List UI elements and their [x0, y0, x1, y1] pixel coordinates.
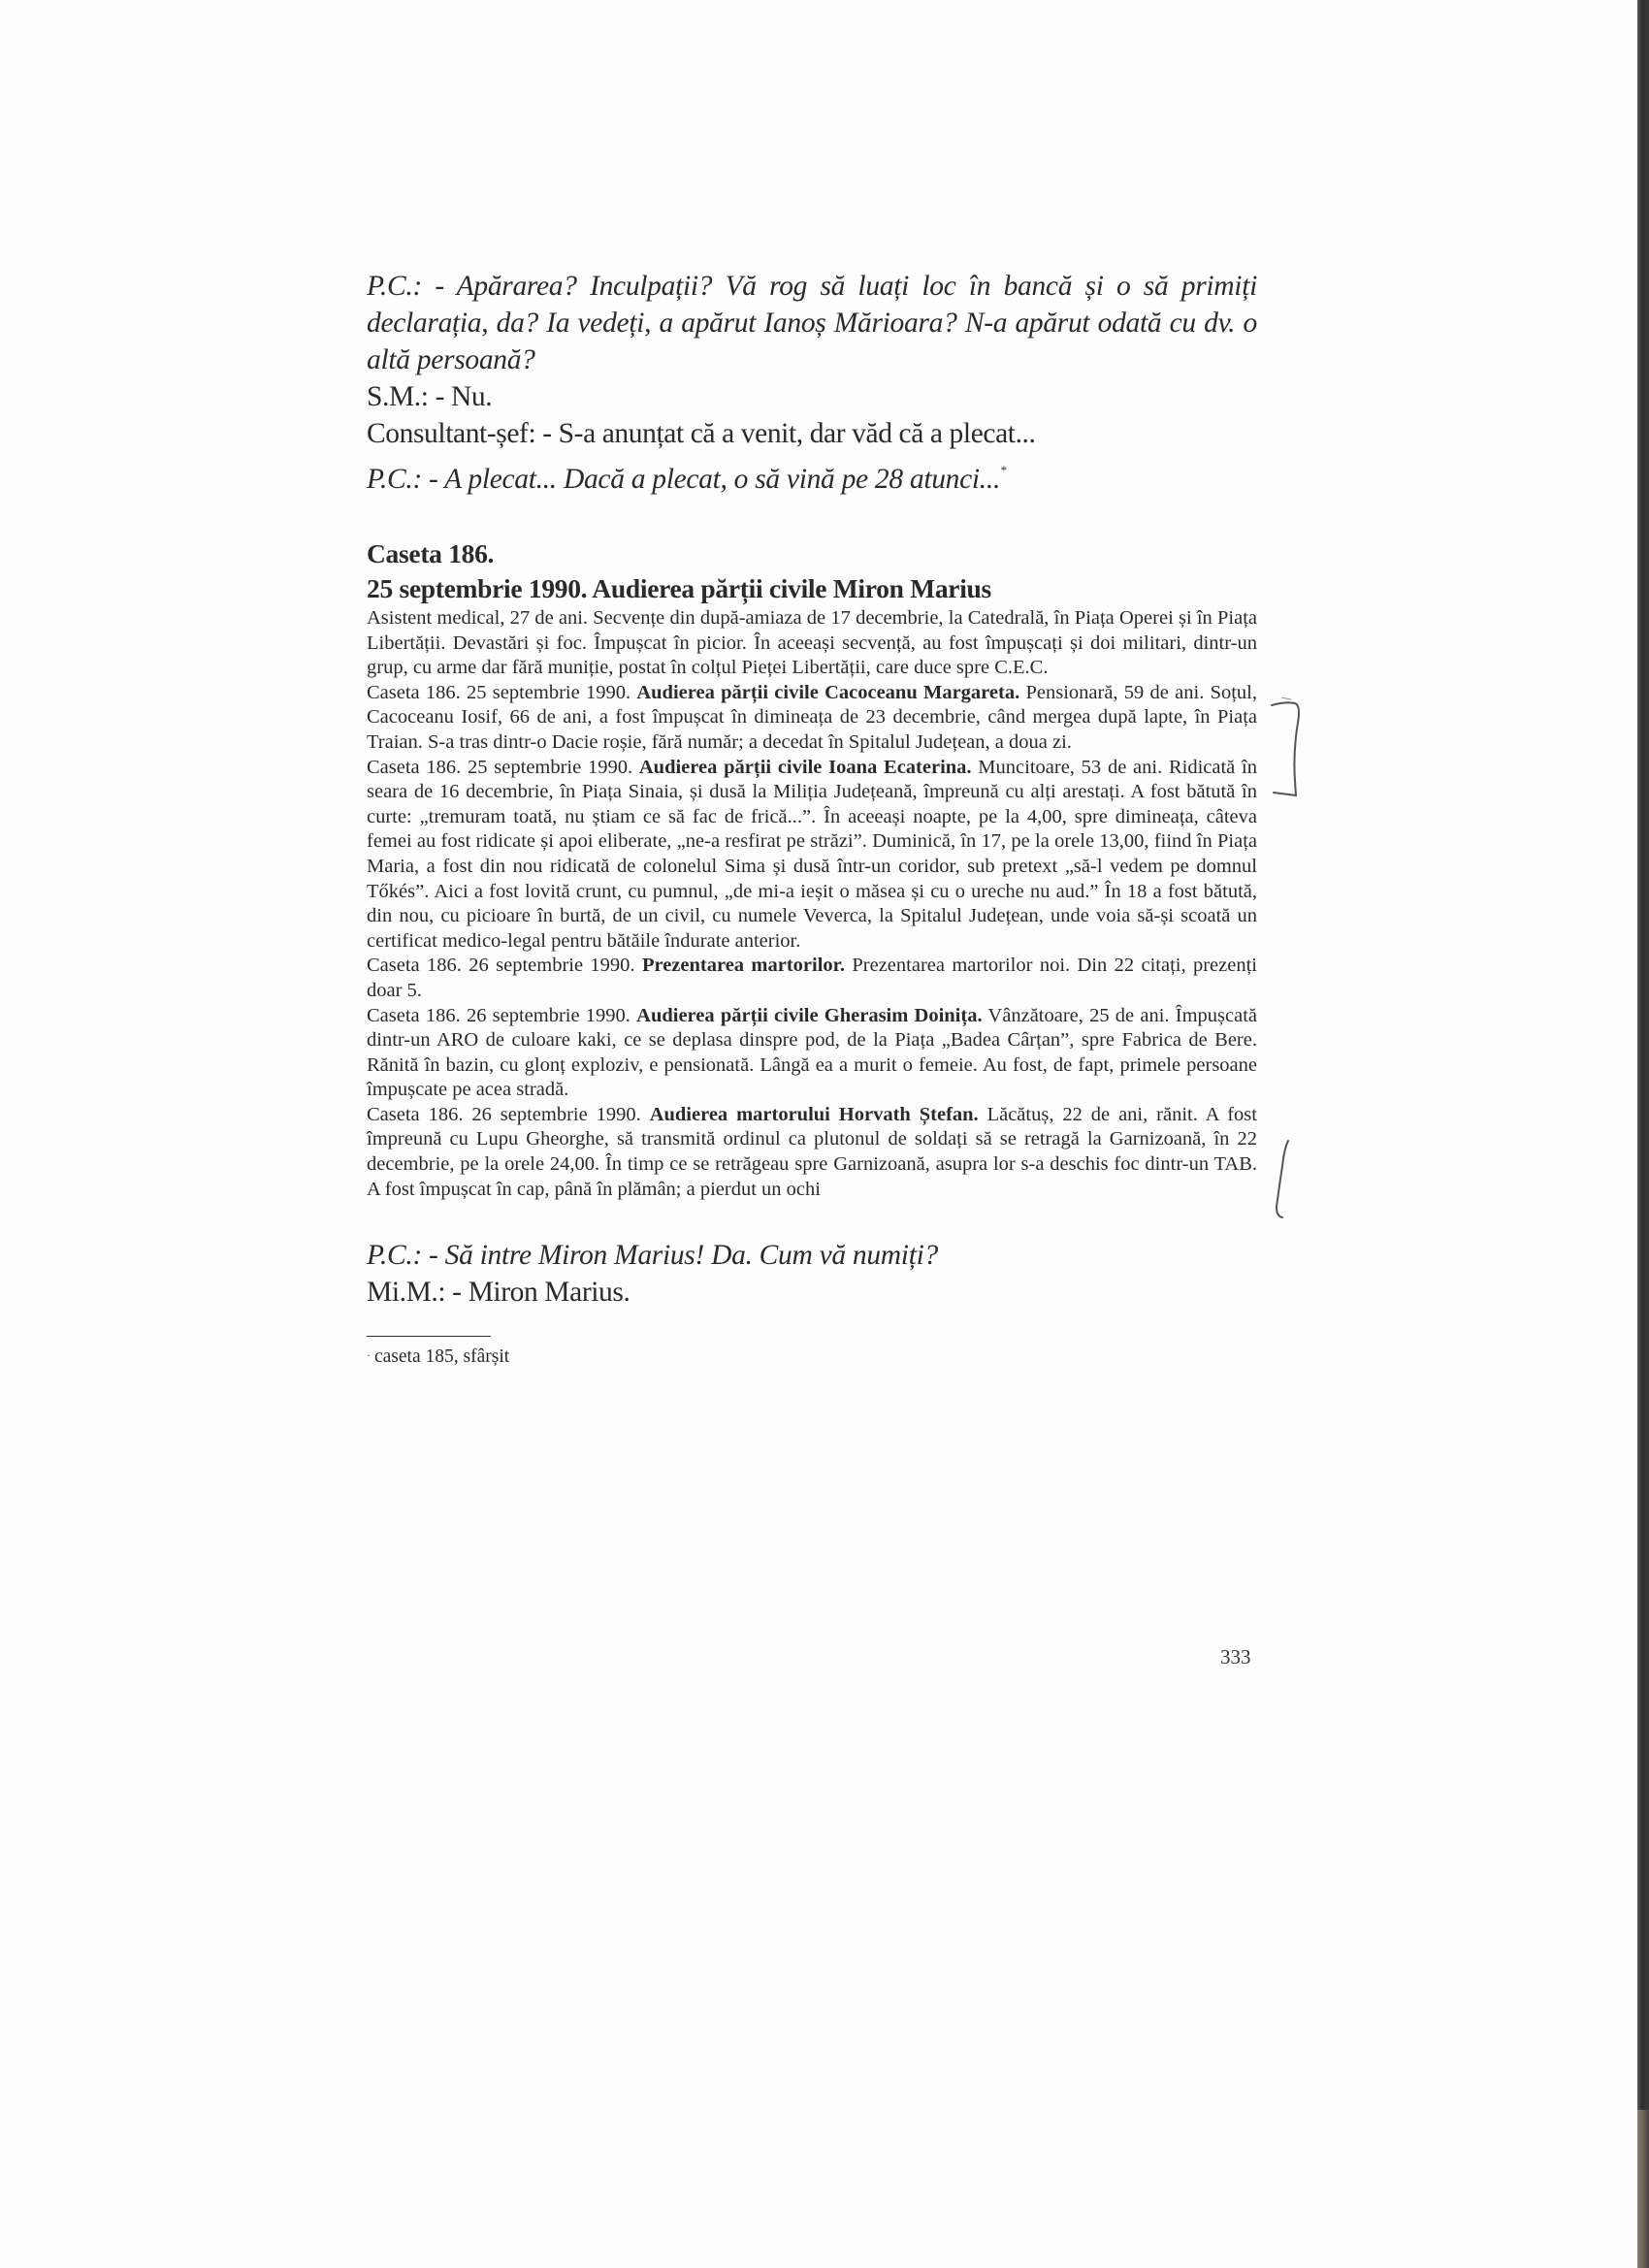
page-number: 333 [1220, 1645, 1251, 1669]
footnote-marker: · [367, 1348, 371, 1363]
heading-line-1: Caseta 186. [367, 538, 495, 568]
line-mark-icon [1271, 1137, 1300, 1234]
section-heading [367, 536, 1257, 606]
entry-text: Asistent medical, 27 de ani. Secvențe din după-amiaza de 17 decembrie, la Catedrală, în Piața Operei și în Piața Libertății. Devastări și foc. Împușcat în picior. În aceeași secvență, au fost împușcați și doi militari, dintr-un grup, cu arme dar fără muniție, postat în colțul Pieței Libertății, care duce spre C.E.C. [367, 607, 1257, 679]
entry-paragraph [367, 681, 1257, 756]
scan-edge-lower [1637, 2110, 1649, 2268]
entry-text: Vânzătoare, 25 de ani. Împușcată dintr-un ARO de culoare kaki, ce se deplasa dinspre pod, de la Piața „Badea Cârțan”, spre Fabrica de Bere. Rănită în bazin, cu glonț exploziv, e pensionată. Lângă ea a murit o femeie. Au fost, de fapt, primele persoane împușcate pe acea stradă. [367, 1004, 1257, 1101]
dialog-speaker: Mi.M.: [367, 1277, 446, 1309]
entry-paragraph [367, 1103, 1257, 1202]
entry-prefix: Caseta 186. 25 septembrie 1990. [367, 756, 639, 778]
dialog-line [367, 268, 1257, 378]
entry-paragraph [367, 1004, 1257, 1103]
footnote-text: caseta 185, sfârșit [374, 1346, 510, 1368]
section-body [367, 606, 1257, 1202]
footnote-divider [367, 1336, 491, 1337]
entry-text: Pensionară, 59 de ani. Soțul, Cacoceanu Iosif, 66 de ani, a fost împușcat în dimineața de 23 decembrie, când mergea după lapte, în Piața Traian. S-a tras dintr-o Dacie roșie, fără număr; a decedat în Spitalul Județean, a doua zi. [367, 681, 1257, 753]
entry-prefix: Caseta 186. 25 septembrie 1990. [367, 681, 637, 703]
opening-dialog [367, 268, 1257, 498]
document-page [367, 268, 1257, 1370]
footnote [367, 1343, 1257, 1370]
dialog-line [367, 1237, 1257, 1274]
dialog-text: - Nu. [428, 381, 493, 412]
entry-prefix: Caseta 186. 26 septembrie 1990. [367, 1004, 637, 1026]
dialog-line [367, 415, 1257, 452]
dialog-text: - Miron Marius. [445, 1277, 630, 1309]
entry-title: Audierea martorului Horvath Ștefan. [649, 1103, 979, 1125]
dialog-speaker: P.C.: [367, 1240, 422, 1272]
entry-prefix: Caseta 186. 26 septembrie 1990. [367, 955, 642, 977]
entry-text: Prezentarea martorilor noi. Din 22 citați, prezenți doar 5. [367, 955, 1257, 1001]
closing-dialog [367, 1237, 1257, 1311]
entry-text: Muncitoare, 53 de ani. Ridicată în seara de 16 decembrie, în Piața Sinaia, și dusă la Miliția Județeană, împreună cu alți arestați. A fost bătută în curte: „tremuram toată, nu știam ce să fac de frică...”. În aceeași noapte, pe la 4,00, spre dimineața, câteva femei au fost ridicate și apoi eliberate, „ne-a resfirat pe străzi”. Duminică, în 17, pe la orele 13,00, fiind în Piața Maria, a fost din nou ridicată de colonelul Sima și dusă într-un coridor, sub pretext „să-l vedem pe domnul Tőkés”. Aici a fost lovită crunt, cu pumnul, „de mi-a ieșit o măsea și cu o ureche nu aud.” În 18 a fost bătută, din nou, cu picioare în burtă, de un civil, cu numele Veverca, la Spitalul Județean, unde voia să-și scoată un certificat medico-legal pentru bătăile îndurate anterior. [367, 756, 1257, 952]
dialog-text: - A plecat... Dacă a plecat, o să vină pe 28 atunci... [421, 464, 1001, 495]
dialog-text: - Să intre Miron Marius! Da. Cum vă numiți? [421, 1240, 938, 1272]
entry-title: Prezentarea martorilor. [641, 955, 845, 977]
dialog-line [367, 452, 1257, 498]
dialog-text: - S-a anunțat că a venit, dar văd că a plecat... [535, 418, 1036, 449]
dialog-speaker: Consultant-șef: [367, 418, 536, 449]
dialog-line [367, 378, 1257, 415]
bracket-mark-icon [1266, 684, 1314, 800]
entry-title: Audierea părții civile Ioana Ecaterina. [638, 756, 972, 778]
entry-paragraph [367, 606, 1257, 681]
entry-title: Audierea părții civile Gherasim Doinița. [636, 1004, 983, 1026]
dialog-speaker: P.C.: [367, 271, 422, 302]
entry-paragraph [367, 756, 1257, 955]
scan-edge [1637, 0, 1649, 2268]
entry-title: Audierea părții civile Cacoceanu Margareta. [636, 681, 1020, 703]
heading-line-2: 25 septembrie 1990. Audierea părții civile Miron Marius [367, 573, 991, 603]
entry-paragraph [367, 954, 1257, 1003]
entry-prefix: Caseta 186. 26 septembrie 1990. [367, 1103, 650, 1125]
footnote-marker: * [1000, 463, 1007, 477]
dialog-speaker: S.M.: [367, 381, 429, 412]
dialog-line [367, 1274, 1257, 1311]
entry-text: Lăcătuș, 22 de ani, rănit. A fost împreună cu Lupu Gheorghe, să transmită ordinul ca plutonul de soldați să se retragă la Garnizoană, în 22 decembrie, pe la orele 24,00. În timp ce se retrăgeau spre Garnizoană, asupra lor s-a deschis foc dintr-un TAB. A fost împușcat în cap, până în plămân; a pierdut un ochi [367, 1103, 1257, 1200]
dialog-speaker: P.C.: [367, 464, 422, 495]
dialog-text: - Apărarea? Inculpații? Vă rog să luați loc în bancă și o să primiți declarația, da? Ia vedeți, a apărut Ianoș Mărioara? N-a apărut odată cu dv. o altă persoană? [367, 271, 1257, 375]
